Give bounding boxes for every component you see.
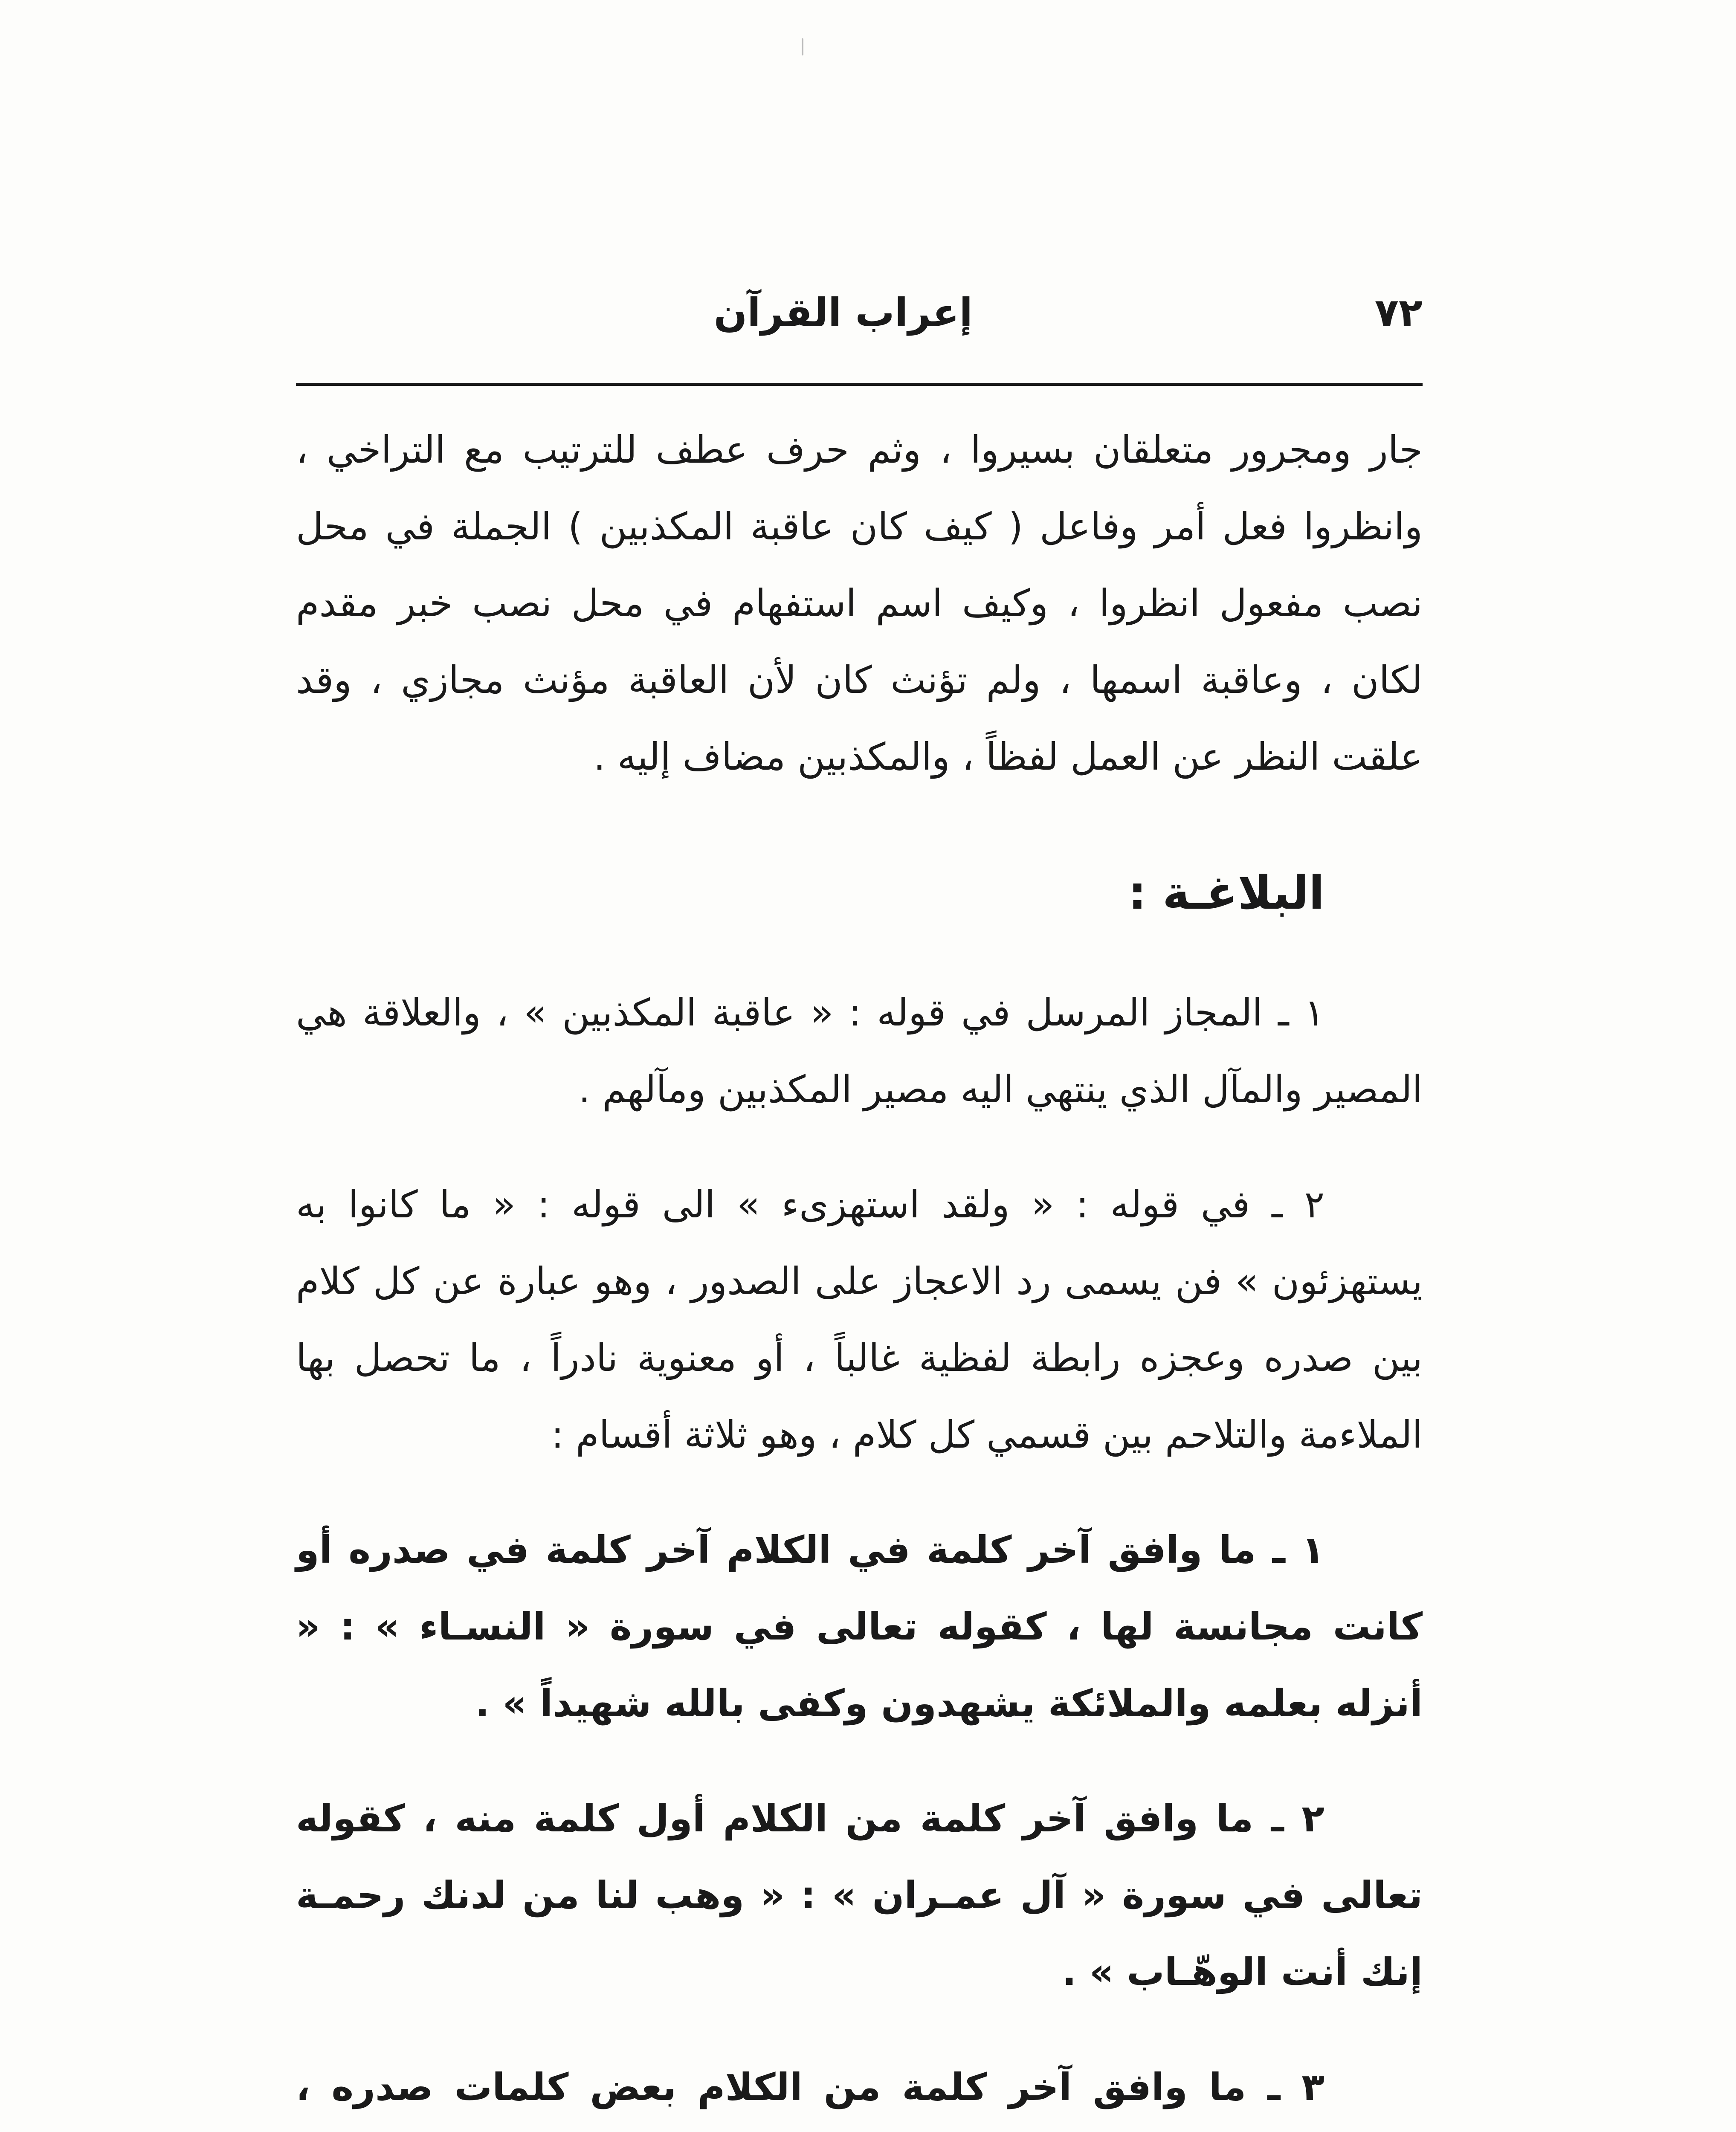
spacer [296, 2010, 1423, 2049]
list-item-2 [296, 1166, 1423, 1473]
sub-item-2 [296, 1780, 1423, 2010]
list-number: ٢ ـ [1272, 1182, 1324, 1226]
section-heading-rhetoric: البلاغـة : [1128, 866, 1324, 920]
list-number: ٢ ـ [1271, 1796, 1324, 1840]
sub-item-1 [296, 1512, 1423, 1742]
spacer [296, 1473, 1423, 1512]
list-item-text: في قوله : « ولقد استهزىء » الى قوله : « ما كانوا به يستهزئون » فن يسمى رد الاعجاز على الصدور ، وهو عبارة عن كل كلام بين صدره وعجزه رابطة لفظية غالباً ، أو معنوية نادراً ، ما تحصل بها الملاءمة والتلاحم بين قسمي كل كلام ، وهو ثلاثة أقسام : [296, 1182, 1423, 1457]
page-header [296, 286, 1423, 371]
spacer [296, 1742, 1423, 1780]
spacer [296, 795, 1423, 851]
spacer [296, 1128, 1423, 1166]
list-item-text: ما وافق آخر كلمة من الكلام بعض كلمات صدره ، [296, 2065, 1246, 2109]
sub-item-3 [296, 2049, 1423, 2132]
list-item-text: ما وافق آخر كلمة من الكلام أول كلمة منه ، كقوله تعالى في سورة « آل عمـران » : « وهب لنا من لدنك رحمـة إنك أنت الوهّـاب » . [296, 1796, 1423, 1994]
spacer [296, 936, 1423, 974]
scan-speck [802, 38, 803, 55]
list-number: ١ ـ [1272, 1528, 1325, 1572]
list-item-1 [296, 974, 1423, 1128]
header-divider [296, 383, 1423, 386]
list-item-text: المجاز المرسل في قوله : « عاقبة المكذبين » ، والعلاقة هي المصير والمآل الذي ينتهي اليه مصير المكذبين ومآلهم . [296, 991, 1423, 1111]
page-body [296, 411, 1423, 2132]
list-number: ٣ ـ [1267, 2065, 1324, 2109]
page-number: ٧٢ [1374, 290, 1423, 336]
list-number: ١ ـ [1278, 991, 1324, 1034]
paragraph-grammar: جار ومجرور متعلقان بسيروا ، وثم حرف عطف للترتيب مع التراخي ، وانظروا فعل أمر وفاعل ( كيف كان عاقبة المكذبين ) الجملة في محل نصب مفعول انظروا ، وكيف اسم استفهام في محل نصب خبر مقدم لكان ، وعاقبة اسمها ، ولم تؤنث كان لأن العاقبة مؤنث مجازي ، وقد علقت النظر عن العمل لفظاً ، والمكذبين مضاف إليه . [296, 428, 1423, 779]
running-title: إعراب القرآن [713, 290, 973, 336]
list-item-text: ما وافق آخر كلمة في الكلام آخر كلمة في صدره أو كانت مجانسة لها ، كقوله تعالى في سورة « النسـاء » : « أنزله بعلمه والملائكة يشهدون وكفى بالله شهيداً » . [296, 1528, 1423, 1725]
